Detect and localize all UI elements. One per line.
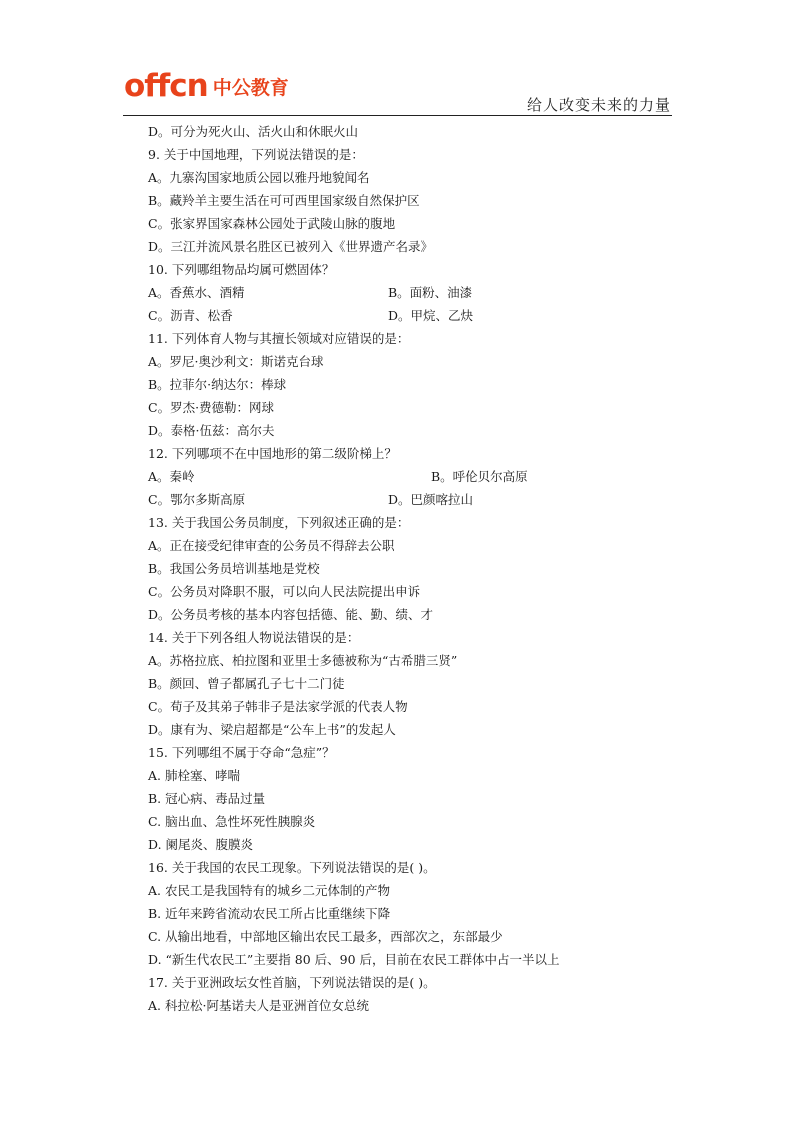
document-line [148,511,648,534]
line-text: 14. 关于下列各组人物说法错误的是： [148,630,360,645]
line-text: 15. 下列哪组不属于夺命“急症”？ [148,745,335,760]
document-line [148,695,648,718]
line-text: 16. 关于我国的农民工现象。下列说法错误的是( )。 [148,860,436,875]
line-text: B。藏羚羊主要生活在可可西里国家级自然保护区 [148,193,420,208]
document-line [148,948,648,971]
document-line [148,672,648,695]
line-text: D。泰格·伍兹：高尔夫 [148,423,275,438]
line-text: D. “新生代农民工”主要指 80 后、90 后，目前在农民工群体中占一半以上 [148,952,560,967]
line-text: C。荀子及其弟子韩非子是法家学派的代表人物 [148,699,408,714]
line-text: 11. 下列体育人物与其擅长领域对应错误的是： [148,331,410,346]
header-divider [123,115,672,116]
document-line [148,258,648,281]
page-header [0,0,793,118]
option-left: C。鄂尔多斯高原 [148,492,246,507]
document-line [148,833,648,856]
document-line [148,718,648,741]
line-text: A。苏格拉底、柏拉图和亚里士多德被称为“古希腊三贤” [148,653,458,668]
line-text: A. 肺栓塞、哮喘 [148,768,240,783]
document-line [148,143,648,166]
document-line [148,419,648,442]
document-line [148,304,648,327]
document-line [148,764,648,787]
document-line [148,189,648,212]
document-line [148,649,648,672]
line-text: D。可分为死火山、活火山和休眠火山 [148,124,359,139]
line-text: D。三江并流风景名胜区已被列入《世界遗产名录》 [148,239,434,254]
document-line [148,212,648,235]
line-text: B. 近年来跨省流动农民工所占比重继续下降 [148,906,391,921]
line-text: A。正在接受纪律审查的公务员不得辞去公职 [148,538,395,553]
document-line [148,557,648,580]
header-slogan: 给人改变未来的力量 [526,96,671,114]
document-line [148,902,648,925]
line-text: 10. 下列哪组物品均属可燃固体？ [148,262,335,277]
document-line [148,994,648,1017]
logo-latin-text: offcn [124,68,208,104]
document-line [148,488,648,511]
option-right: D。巴颜喀拉山 [388,492,474,507]
document-line [148,810,648,833]
line-text: 17. 关于亚洲政坛女性首脑，下列说法错误的是( )。 [148,975,436,990]
line-text: A。罗尼·奥沙利文：斯诺克台球 [148,354,324,369]
line-text: A。九寨沟国家地质公园以雅丹地貌闻名 [148,170,370,185]
option-left: A。秦岭 [148,469,195,484]
document-line [148,120,648,143]
option-left: A。香蕉水、酒精 [148,285,245,300]
line-text: B。拉菲尔·纳达尔：棒球 [148,377,287,392]
document-line [148,580,648,603]
document-line [148,879,648,902]
line-text: B。我国公务员培训基地是党校 [148,561,320,576]
document-line [148,787,648,810]
document-line [148,971,648,994]
line-text: 12. 下列哪项不在中国地形的第二级阶梯上？ [148,446,397,461]
document-line [148,281,648,304]
document-line [148,856,648,879]
logo-chinese-text: 中公教育 [212,77,289,99]
document-line [148,396,648,419]
line-text: B。颜回、曾子都属孔子七十二门徒 [148,676,345,691]
line-text: C。公务员对降职不服，可以向人民法院提出申诉 [148,584,421,599]
line-text: D。公务员考核的基本内容包括德、能、勤、绩、才 [148,607,434,622]
line-text: A. 科拉松·阿基诺夫人是亚洲首位女总统 [148,998,369,1013]
document-line [148,350,648,373]
option-right: B。呼伦贝尔高原 [431,469,528,484]
offcn-logo [124,62,289,102]
line-text: C。罗杰·费德勒：网球 [148,400,275,415]
document-line [148,442,648,465]
document-line [148,327,648,350]
line-text: C。张家界国家森林公园处于武陵山脉的腹地 [148,216,396,231]
line-text: D。康有为、梁启超都是“公车上书”的发起人 [148,722,396,737]
document-line [148,626,648,649]
line-text: 13. 关于我国公务员制度，下列叙述正确的是： [148,515,410,530]
line-text: B. 冠心病、毒品过量 [148,791,266,806]
line-text: A. 农民工是我国特有的城乡二元体制的产物 [148,883,390,898]
option-left: C。沥青、松香 [148,308,233,323]
line-text: 9. 关于中国地理，下列说法错误的是： [148,147,364,162]
option-right: D。甲烷、乙炔 [388,308,474,323]
line-text: C. 脑出血、急性坏死性胰腺炎 [148,814,316,829]
line-text: C. 从输出地看，中部地区输出农民工最多，西部次之，东部最少 [148,929,503,944]
document-line [148,534,648,557]
document-line [148,166,648,189]
document-line [148,373,648,396]
document-line [148,235,648,258]
document-body [148,120,648,1017]
line-text: D. 阑尾炎、腹膜炎 [148,837,254,852]
document-line [148,465,648,488]
document-line [148,741,648,764]
document-line [148,603,648,626]
option-right: B。面粉、油漆 [388,285,473,300]
document-line [148,925,648,948]
